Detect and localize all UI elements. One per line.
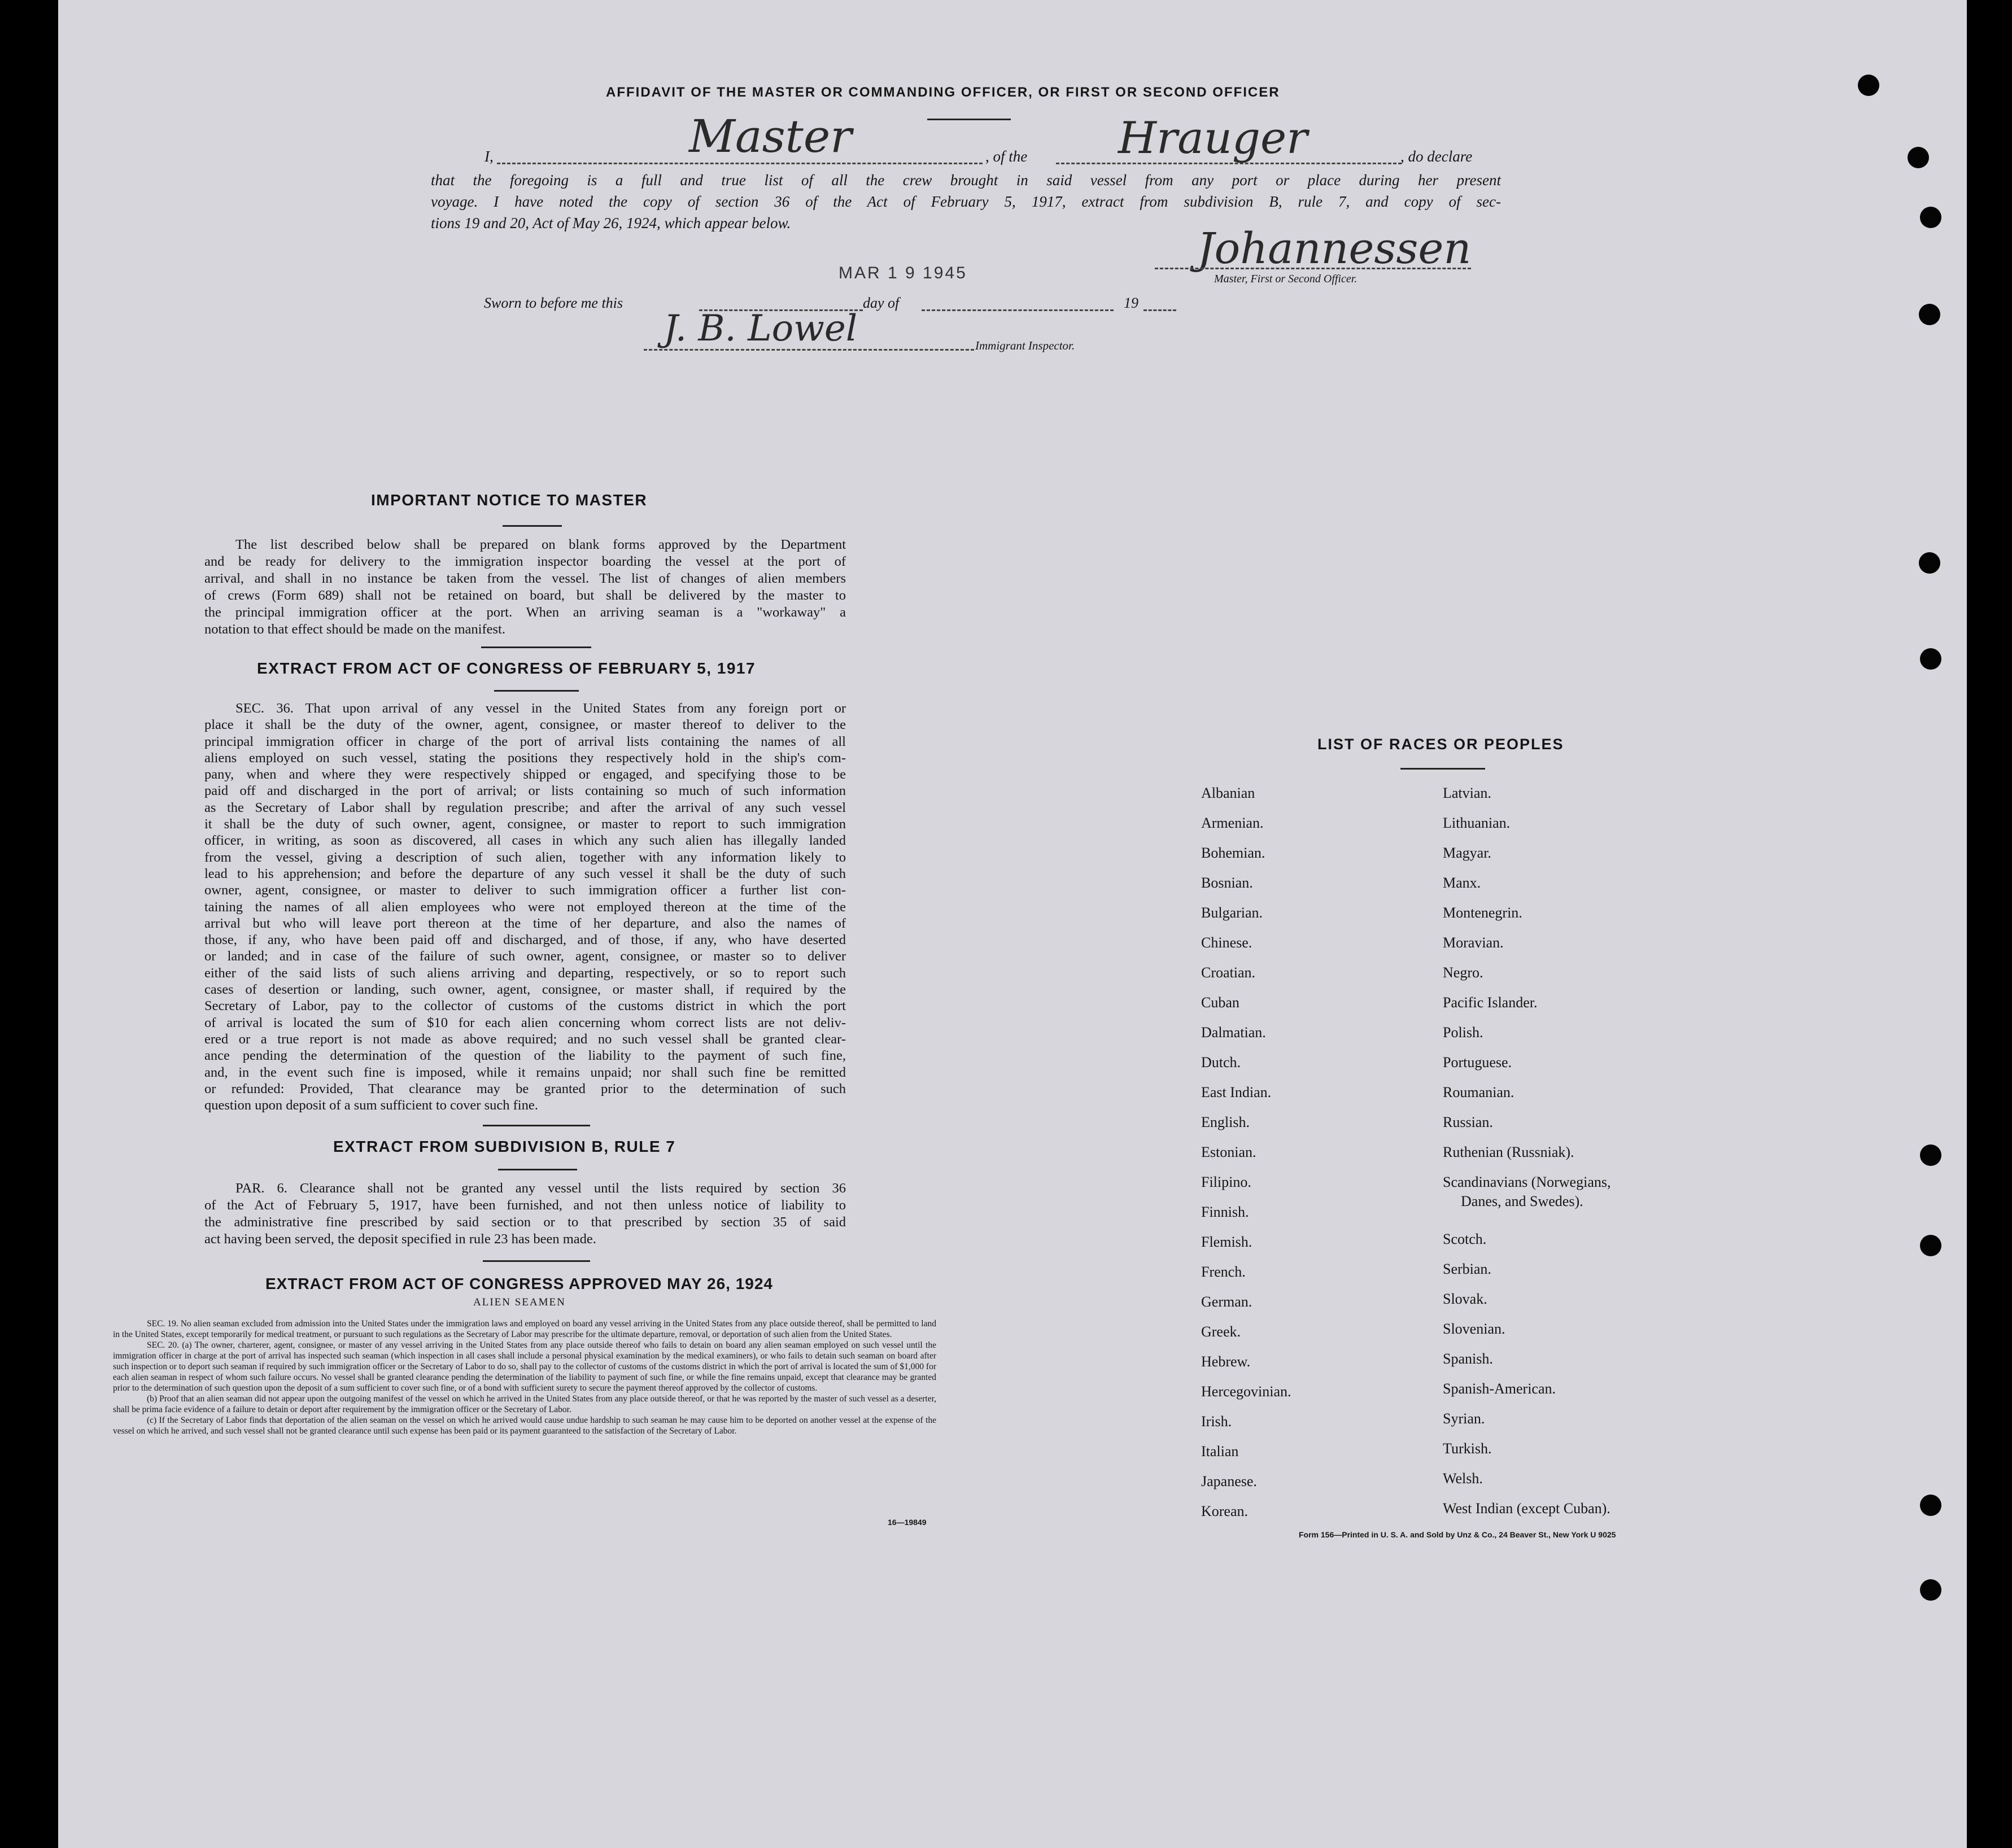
divider: [483, 1260, 590, 1262]
year-fill-line: [1144, 309, 1176, 311]
of-the-label: , of the: [985, 148, 1028, 165]
divider: [494, 690, 579, 692]
extract-1917-line: aliens employed on such vessel, stating the positions they respectively hold in the ship's com-: [204, 750, 846, 766]
race-item: Scotch.: [1443, 1231, 1487, 1247]
extract-1917-line: owner, agent, consignee, or master to deliver to such immigration officer a further list con-: [204, 883, 846, 898]
race-item: Spanish.: [1443, 1351, 1493, 1367]
extract-1917-line: or landed; and in case of the failure of such owner, agent, consignee, or master so to deliver: [204, 949, 846, 964]
extract-1917-line: as the Secretary of Labor shall by regulation prescribe; and after the arrival of any such vessel: [204, 800, 846, 815]
notice-line: arrival, and shall in no instance be taken from the vessel. The list of changes of alien members: [204, 571, 846, 586]
binder-hole: [1920, 1144, 1941, 1166]
race-item: Manx.: [1443, 875, 1481, 891]
extract-1917-line: it shall be the duty of such owner, agent, consignee, or master to report to such immigration: [204, 816, 846, 832]
handwritten-vessel: Hrauger: [1118, 113, 1308, 164]
binder-hole: [1919, 304, 1940, 325]
do-declare-label: , do declare: [1400, 148, 1473, 165]
extract-1917-line: from the vessel, giving a description of such alien, together with any information likely to: [204, 849, 846, 865]
extract-1917-line: officer, in writing, as soon as discovered, all cases in which any such alien has illegally landed: [204, 833, 846, 849]
extract-1917-line: paid off and discharged in the port of arrival; or lists containing so much of such information: [204, 783, 846, 799]
inspector-signature: J. B. Lowel: [664, 308, 858, 349]
master-signature: Johannessen: [1197, 223, 1472, 273]
extract-1917-line: of arrival is located the sum of $10 for each alien concerning whom correct lists are not deliv-: [204, 1015, 846, 1030]
extract-1917-text: [204, 700, 846, 1113]
rule7-line: act having been served, the deposit specified in rule 23 has been made.: [204, 1231, 596, 1247]
year-label: 19: [1124, 295, 1138, 311]
extract-1924-paragraph: (b) Proof that an alien seaman did not appear upon the outgoing manifest of the vessel on which he arrived in the United States from any place outside thereof, or that he was reported by the master of such vessel as a deserter, shall be prima facie evidence of a failure to detain or deport after requirement by the immigration officer or the Secretary of Labor.: [113, 1394, 936, 1414]
binder-hole: [1908, 147, 1929, 168]
extract-1917-line: taining the names of all alien employees who were not employed thereon at the time of the: [204, 899, 846, 915]
race-item: Japanese.: [1201, 1473, 1257, 1489]
race-item: Filipino.: [1201, 1174, 1251, 1190]
race-item: English.: [1201, 1114, 1250, 1130]
race-item: Armenian.: [1201, 815, 1264, 831]
extract-1917-line: pany, when and where they were respectively shipped or engaged, and specifying those to be: [204, 767, 846, 783]
extract-1924-paragraph: SEC. 20. (a) The owner, charterer, agent, consignee, or master of any vessel arriving in the United States from any place outside thereof who fails to detain on board any alien seaman employed on such vessel until the immigration officer in charge at the port of arrival has inspected such seaman (which inspection in all cases shall include a personal physical examination by the medical examiners), or who fails to detain such seaman on board after such inspection or to deport such seaman if required by such immigration officer or the Secretary of Labor to do so, shall pay to the collector of customs of the customs district in which the port of arrival is located the sum of $1,000 for each alien seaman in respect of whom such failure occurs. No vessel shall be granted clearance pending the determination of the liability to payment of such fine, or while the fine remains unpaid, except that clearance may be granted prior to the determination of such question upon the deposit of a sum sufficient to cover such fine, or of a bond with sufficient surety to secure the payment thereof approved by the collector of customs.: [113, 1340, 936, 1393]
race-item: West Indian (except Cuban).: [1443, 1500, 1611, 1517]
race-item: Moravian.: [1443, 934, 1504, 951]
race-item: Dutch.: [1201, 1054, 1241, 1071]
race-item: Pacific Islander.: [1443, 994, 1538, 1011]
race-item: Finnish.: [1201, 1204, 1249, 1220]
notice-line: The list described below shall be prepared on blank forms approved by the Department: [235, 537, 846, 552]
binder-hole: [1920, 1495, 1941, 1516]
alien-seamen-subtitle: ALIEN SEAMEN: [473, 1296, 566, 1308]
race-item: Ruthenian (Russniak).: [1443, 1144, 1574, 1160]
divider: [1400, 768, 1485, 770]
affidavit-line: voyage. I have noted the copy of section 36 of the Act of February 5, 1917, extract from subdivision B, rule 7, and copy of sec-: [431, 193, 1501, 210]
race-item: Flemish.: [1201, 1234, 1252, 1250]
race-item: Dalmatian.: [1201, 1024, 1266, 1041]
notice-line: the principal immigration officer at the port. When an arriving seaman is a "workaway" a: [204, 605, 846, 620]
race-item: Irish.: [1201, 1413, 1232, 1430]
race-item: Syrian.: [1443, 1410, 1485, 1427]
rule7-line: PAR. 6. Clearance shall not be granted any vessel until the lists required by section 36: [235, 1181, 846, 1196]
extract-1917-line: lead to his apprehension; and before the departure of any such vessel it shall be the duty of such: [204, 866, 846, 881]
race-item: Cuban: [1201, 994, 1240, 1011]
race-item: Serbian.: [1443, 1261, 1491, 1277]
race-item: Hebrew.: [1201, 1353, 1251, 1370]
extract-1917-line: SEC. 36. That upon arrival of any vessel in the United States from any foreign port or: [235, 701, 846, 716]
extract-1917-line: principal immigration officer in charge of the port of arrival lists containing the names of all: [204, 733, 846, 749]
race-item: Bulgarian.: [1201, 905, 1263, 921]
extract-1924-text: [113, 1318, 936, 1436]
race-item: Scandinavians (Norwegians,: [1443, 1174, 1611, 1190]
race-item: Turkish.: [1443, 1440, 1492, 1457]
affidavit-title: AFFIDAVIT OF THE MASTER OR COMMANDING OFFICER, OR FIRST OR SECOND OFFICER: [606, 85, 1280, 100]
race-item: Hercegovinian.: [1201, 1383, 1291, 1400]
race-item: East Indian.: [1201, 1084, 1272, 1100]
race-item: Croatian.: [1201, 964, 1256, 981]
rule7-line: the administrative fine prescribed by said section or to that prescribed by section 35 of said: [204, 1214, 846, 1230]
race-item: French.: [1201, 1264, 1246, 1280]
race-item: Polish.: [1443, 1024, 1483, 1041]
race-item: Negro.: [1443, 964, 1483, 981]
extract-1917-line: Secretary of Labor, pay to the collector of customs of the customs district in which the port: [204, 998, 846, 1014]
notice-line: of crews (Form 689) shall not be retained on board, but shall be delivered by the master to: [204, 588, 846, 603]
race-item: Bosnian.: [1201, 875, 1253, 891]
day-label: day of: [863, 295, 900, 311]
divider: [927, 119, 1011, 120]
signature-line: [1155, 268, 1471, 269]
extract-1924-title: EXTRACT FROM ACT OF CONGRESS APPROVED MAY 26, 1924: [265, 1275, 773, 1292]
divider: [481, 646, 591, 648]
divider: [503, 525, 562, 527]
race-item: Russian.: [1443, 1114, 1493, 1130]
race-item: Danes, and Swedes).: [1461, 1193, 1583, 1209]
notice-line: notation to that effect should be made on the manifest.: [204, 622, 505, 637]
race-item: Montenegrin.: [1443, 905, 1522, 921]
races-title: LIST OF RACES OR PEOPLES: [1317, 736, 1564, 753]
rule7-text: [204, 1180, 846, 1248]
extract-1917-line: ered or a true report is not made as above required; and no such vessel shall be granted clear-: [204, 1031, 846, 1047]
race-item: Albanian: [1201, 785, 1255, 801]
inspector-line: [644, 349, 974, 351]
race-item: Spanish-American.: [1443, 1380, 1556, 1397]
race-item: Portuguese.: [1443, 1054, 1512, 1071]
race-item: Greek.: [1201, 1323, 1241, 1340]
binder-hole: [1858, 75, 1879, 96]
binder-hole: [1920, 648, 1941, 670]
extract-1917-line: cases of desertion or landing, such owner, agent, consignee, or master shall, if required by the: [204, 982, 846, 998]
signature-caption: Master, First or Second Officer.: [1214, 273, 1358, 285]
affidavit-i-label: I,: [485, 148, 494, 165]
extract-1917-line: arrival but who will leave port thereon at the time of her departure, and also the names of: [204, 915, 846, 931]
race-item: Lithuanian.: [1443, 815, 1511, 831]
month-fill-line: [922, 309, 1114, 311]
race-item: Estonian.: [1201, 1144, 1256, 1160]
race-item: Slovak.: [1443, 1291, 1487, 1307]
binder-hole: [1920, 1235, 1941, 1256]
race-item: German.: [1201, 1294, 1252, 1310]
handwritten-name: Master: [689, 110, 852, 163]
affidavit-line: that the foregoing is a full and true list of all the crew brought in said vessel from any port or place during her present: [431, 172, 1501, 189]
race-item: Korean.: [1201, 1503, 1249, 1519]
race-item: Chinese.: [1201, 934, 1252, 951]
race-item: Bohemian.: [1201, 845, 1265, 861]
binder-hole: [1920, 1579, 1941, 1601]
extract-1917-line: either of the said lists of such aliens arriving and departing, respectively, or so to report such: [204, 965, 846, 981]
rule7-title: EXTRACT FROM SUBDIVISION B, RULE 7: [333, 1138, 676, 1155]
extract-1917-line: those, if any, who have been paid off and discharged, and of those, if any, who have deserted: [204, 932, 846, 948]
form-code: 16—19849: [888, 1518, 927, 1527]
race-item: Welsh.: [1443, 1470, 1483, 1487]
extract-1917-line: question upon deposit of a sum sufficient to cover such fine.: [204, 1098, 538, 1113]
inspector-caption: Immigrant Inspector.: [975, 339, 1075, 352]
extract-1917-line: ance pending the determination of the question of the liability to the payment of such fine,: [204, 1048, 846, 1064]
form-printer-line: Form 156—Printed in U. S. A. and Sold by Unz & Co., 24 Beaver St., New York U 9025: [1299, 1530, 1616, 1539]
sworn-label: Sworn to before me this: [484, 295, 623, 311]
race-item: Latvian.: [1443, 785, 1491, 801]
race-item: Italian: [1201, 1443, 1239, 1460]
race-item: Roumanian.: [1443, 1084, 1515, 1100]
affidavit-line: tions 19 and 20, Act of May 26, 1924, which appear below.: [431, 215, 791, 231]
notice-text: [204, 536, 846, 638]
extract-1917-line: and, in the event such fine is imposed, while it remains unpaid; nor shall such fine be remitted: [204, 1064, 846, 1080]
binder-hole: [1919, 552, 1940, 574]
extract-1917-line: place it shall be the duty of the owner, agent, consignee, or master thereof to deliver to the: [204, 717, 846, 733]
extract-1924-paragraph: SEC. 19. No alien seaman excluded from admission into the United States under the immigration laws and employed on board any vessel arriving in the United States from any place outside thereof, shall be permitted to land in the United States, except temporarily for medical treatment, or pursuant to such regulations as the Secretary of Labor may prescribe for the ultimate departure, removal, or deportation of such alien from the United States.: [113, 1319, 936, 1339]
notice-title: IMPORTANT NOTICE TO MASTER: [371, 491, 648, 509]
notice-line: and be ready for delivery to the immigration inspector boarding the vessel at the port of: [204, 554, 846, 569]
race-item: Slovenian.: [1443, 1321, 1505, 1337]
divider: [498, 1169, 577, 1170]
extract-1924-paragraph: (c) If the Secretary of Labor finds that deportation of the alien seaman on the vessel on which he arrived would cause undue hardship to such seaman he may cause him to be deported on another vessel at the expense of the vessel on which he arrived, and such vessel shall not be granted clearance until such expense has been paid or its payment guaranteed to the satisfaction of the Secretary of Labor.: [113, 1416, 936, 1436]
extract-1917-line: or refunded: Provided, That clearance may be granted prior to the determination of such: [204, 1081, 846, 1096]
divider: [483, 1125, 590, 1126]
binder-hole: [1920, 207, 1941, 228]
extract-1917-title: EXTRACT FROM ACT OF CONGRESS OF FEBRUARY 5, 1917: [257, 659, 756, 677]
name-fill-line: [497, 163, 983, 164]
race-item: Magyar.: [1443, 845, 1491, 861]
rule7-line: of the Act of February 5, 1917, have been furnished, and not then unless notice of liability to: [204, 1198, 846, 1213]
date-stamp: MAR 1 9 1945: [839, 264, 967, 282]
